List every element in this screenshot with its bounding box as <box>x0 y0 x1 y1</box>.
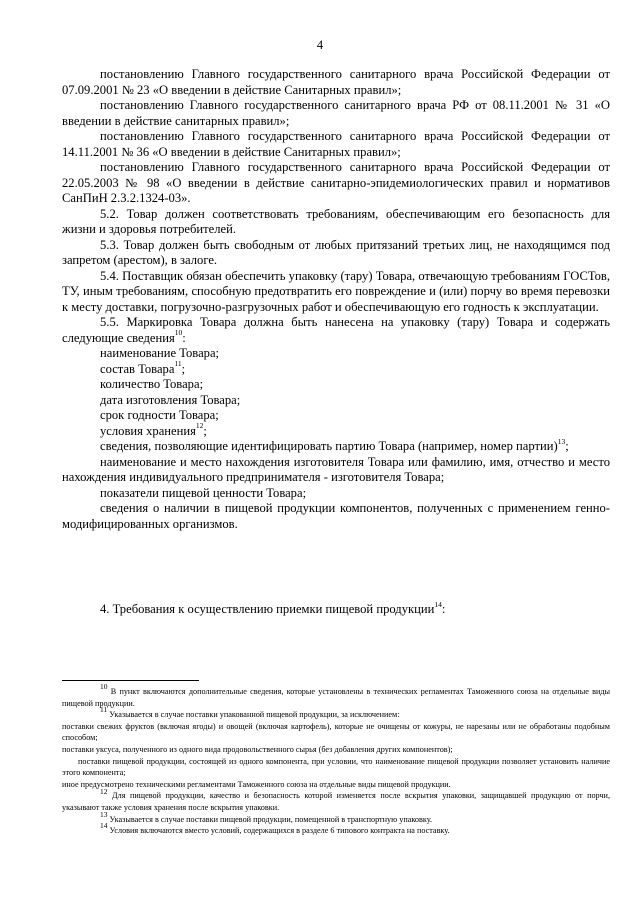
list-item: показатели пищевой ценности Товара; <box>100 485 307 500</box>
footnote: $^{11}$ Указывается в случае поставки упакованной пищевой продукции, за исключением: <box>100 705 400 720</box>
list-item: сведения о наличии в пищевой продукции компонентов, полученных с применением генно-модифицированных организмов. <box>62 501 610 531</box>
footnote-ref: 12 <box>195 421 204 431</box>
paragraph-5-5: 5.5. Маркировка Товара должна быть нанесена на упаковку (тару) Товара и содержать следующие сведения$^{10}$: <box>62 315 610 345</box>
list-item: наименование Товара; <box>100 346 220 360</box>
list-item: условия хранения$^{12}$; <box>100 421 207 438</box>
footnote-list-item: иное предусмотрено техническими регламентами Таможенного союза на отдельные виды пищевой продукции. <box>62 779 451 789</box>
list-item: состав Товара$^{11}$; <box>100 359 186 376</box>
paragraph: постановлению Главного государственного санитарного врача Российской Федерации от 22.05.2003 № 98 «О введении в действие санитарно-эпидемиологических правил и нормативов СанПиН 2.3.2.1324-03». <box>62 160 610 205</box>
footnote-ref: 10 <box>174 328 183 338</box>
footnote-list-item: поставки пищевой продукции, состоящей из одного компонента, при условии, что наименование пищевой продукции позволяет установить наличие этого компонента; <box>62 756 610 778</box>
list-item: наименование и место нахождения изготовителя Товара или фамилию, имя, отчество и место нахождения индивидуального предпринимателя - изготовителя Товара; <box>62 454 610 484</box>
paragraph: 5.3. Товар должен быть свободным от любых притязаний третьих лиц, не находящимся под запретом (арестом), в залоге. <box>62 237 610 267</box>
list-item: срок годности Товара; <box>100 408 219 422</box>
footnote-ref: 14 <box>434 599 442 609</box>
footnote-list-item: поставки свежих фруктов (включая ягоды) и овощей (включая картофель), которые не очищены от кожуры, не нарезаны или не обработаны подобным способом; <box>62 721 610 743</box>
section-heading: 4. Требования к осуществлению приемки пищевой продукции$^{14}$: <box>100 599 446 616</box>
list-item: сведения, позволяющие идентифицировать партию Товара (например, номер партии)$^{13}$; <box>100 436 569 453</box>
footnote: $^{10}$ В пункт включаются дополнительные сведения, которые установлены в технических регламентах Таможенного союза на отдельные виды пищевой продукции. <box>62 682 610 708</box>
footnote: $^{12}$ Для пищевой продукции, качество и безопасность которой изменяется после вскрытия упаковки, защищавшей продукцию от порчи, указывают также условия хранения после вскрытия упаковки. <box>62 786 610 812</box>
section-4 <box>62 599 610 618</box>
footnote-separator <box>62 680 199 681</box>
paragraph: постановлению Главного государственного санитарного врача РФ от 08.11.2001 № 31 «О введении в действие санитарных правил»; <box>62 98 610 128</box>
paragraph: постановлению Главного государственного санитарного врача Российской Федерации от 14.11.2001 № 36 «О введении в действие Санитарных правил»; <box>62 129 610 159</box>
footnote: $^{13}$ Указывается в случае поставки пищевой продукции, помещенной в транспортную упаковку. <box>100 809 433 824</box>
footnotes <box>62 682 610 837</box>
list-item: дата изготовления Товара; <box>100 392 241 407</box>
footnote-ref: 11 <box>174 359 182 369</box>
paragraph: 5.2. Товар должен соответствовать требованиям, обеспечивающим его безопасность для жизни и здоровья потребителей. <box>62 206 610 236</box>
footnote-list-item: поставки уксуса, полученного из одного вида продовольственного сырья (без добавления других компонентов); <box>62 744 453 754</box>
footnote-ref: 13 <box>557 436 566 446</box>
footnote: $^{14}$ Условия включаются вместо условий, содержащихся в разделе 6 типового контракта на поставку. <box>100 821 450 836</box>
page-number: 4 <box>316 38 324 52</box>
paragraph: постановлению Главного государственного санитарного врача Российской Федерации от 07.09.2001 № 23 «О введении в действие Санитарных правил»; <box>62 67 610 97</box>
main-text <box>62 67 610 532</box>
list-item: количество Товара; <box>100 377 204 391</box>
paragraph: 5.4. Поставщик обязан обеспечить упаковку (тару) Товара, отвечающую требованиям ГОСТов, ТУ, иным требованиям, способную предотвратить его повреждение и (или) порчу во время перевозки к месту доставки, погрузочно-разгрузочных работ и обеспечивающую его годность к эксплуатации. <box>62 268 610 314</box>
